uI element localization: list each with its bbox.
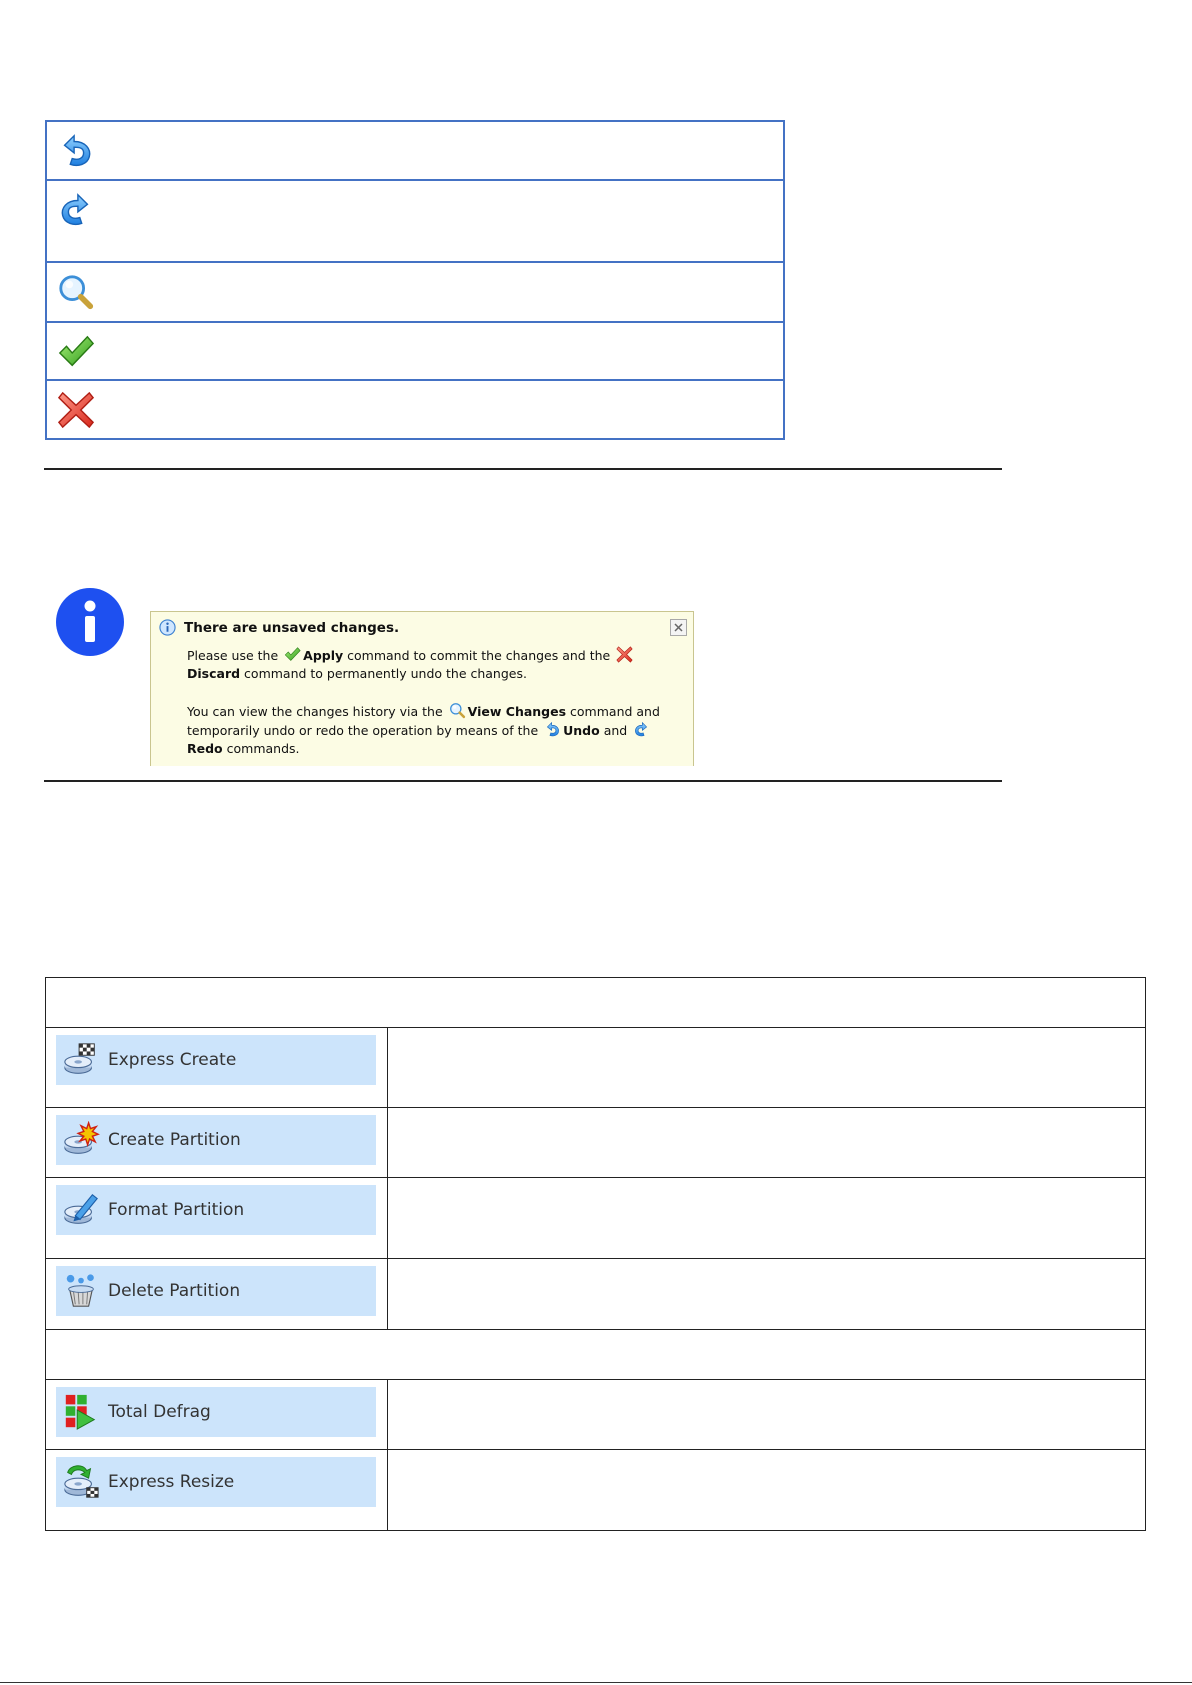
text-segment: command and temporarily undo or redo the operation by means of the (187, 704, 660, 738)
dialog-title-line (159, 619, 399, 636)
note-top-rule (44, 468, 1002, 470)
dialog-paragraph-2 (187, 702, 679, 758)
command-row-redo (47, 181, 783, 263)
dialog-paragraph-1 (187, 646, 679, 683)
text-segment: Please use the (187, 648, 279, 663)
delete-partition-button[interactable] (56, 1266, 376, 1316)
format-partition-label: Format Partition (108, 1200, 245, 1220)
command-row-apply (47, 323, 783, 381)
express-create-icon (62, 1041, 100, 1079)
redo-icon (57, 191, 95, 229)
undo-icon (57, 132, 95, 170)
undo-mini-icon (544, 721, 561, 738)
table-cell (388, 1259, 1146, 1330)
table-row (46, 1178, 1146, 1259)
apply-mini-icon (284, 646, 301, 663)
table-row (46, 1028, 1146, 1108)
delete-partition-icon (62, 1272, 100, 1310)
cross-icon (57, 391, 95, 429)
total-defrag-button[interactable] (56, 1387, 376, 1437)
table-header-cell (46, 978, 1146, 1028)
unsaved-changes-dialog (150, 611, 694, 766)
apply-label: Apply (303, 648, 344, 663)
table-row (46, 1450, 1146, 1531)
magnifier-icon (57, 273, 95, 311)
table-row (46, 1259, 1146, 1330)
table-cell (46, 1259, 388, 1330)
redo-label: Redo (187, 741, 223, 756)
undo-label: Undo (563, 723, 600, 738)
checkmark-icon (57, 333, 95, 371)
table-cell (388, 1108, 1146, 1178)
table-row (46, 1108, 1146, 1178)
table-header-row (46, 978, 1146, 1028)
format-partition-icon (62, 1191, 100, 1229)
text-segment: command to commit the changes and the (347, 648, 611, 663)
create-partition-icon (62, 1121, 100, 1159)
redo-mini-icon (633, 721, 650, 738)
total-defrag-icon (62, 1393, 100, 1431)
dialog-title: There are unsaved changes. (184, 619, 400, 636)
express-resize-icon (62, 1463, 100, 1501)
express-resize-label: Express Resize (108, 1472, 235, 1492)
express-create-button[interactable] (56, 1035, 376, 1085)
view-changes-label: View Changes (467, 704, 567, 719)
table-cell (388, 1450, 1146, 1531)
table-cell (46, 1028, 388, 1108)
express-resize-button[interactable] (56, 1457, 376, 1507)
text-segment: and (603, 723, 628, 738)
delete-partition-label: Delete Partition (108, 1281, 241, 1301)
create-partition-button[interactable] (56, 1115, 376, 1165)
operations-table (45, 977, 1146, 1531)
dialog-close-button[interactable] (670, 619, 687, 636)
format-partition-button[interactable] (56, 1185, 376, 1235)
command-row-undo (47, 122, 783, 181)
table-cell (388, 1028, 1146, 1108)
table-row (46, 1380, 1146, 1450)
info-icon (56, 588, 124, 656)
command-row-discard (47, 381, 783, 438)
discard-label: Discard (187, 666, 241, 681)
table-cell (46, 1108, 388, 1178)
info-small-icon (159, 619, 176, 636)
table-cell (388, 1178, 1146, 1259)
discard-mini-icon (616, 646, 633, 663)
table-cell (46, 1380, 388, 1450)
note-bottom-rule (44, 780, 1002, 782)
total-defrag-label: Total Defrag (108, 1402, 211, 1422)
create-partition-label: Create Partition (108, 1130, 241, 1150)
command-row-view-changes (47, 263, 783, 323)
toolbar-commands-table (45, 120, 785, 440)
text-segment: You can view the changes history via the (187, 704, 443, 719)
express-create-label: Express Create (108, 1050, 237, 1070)
close-icon (674, 623, 683, 632)
view-changes-mini-icon (449, 702, 466, 719)
table-cell (46, 1178, 388, 1259)
text-segment: commands. (226, 741, 300, 756)
page-footer-rule (0, 1682, 1192, 1683)
text-segment: command to permanently undo the changes. (244, 666, 527, 681)
table-cell (46, 1450, 388, 1531)
table-cell (388, 1380, 1146, 1450)
table-section-row (46, 1330, 1146, 1380)
table-section-cell (46, 1330, 1146, 1380)
